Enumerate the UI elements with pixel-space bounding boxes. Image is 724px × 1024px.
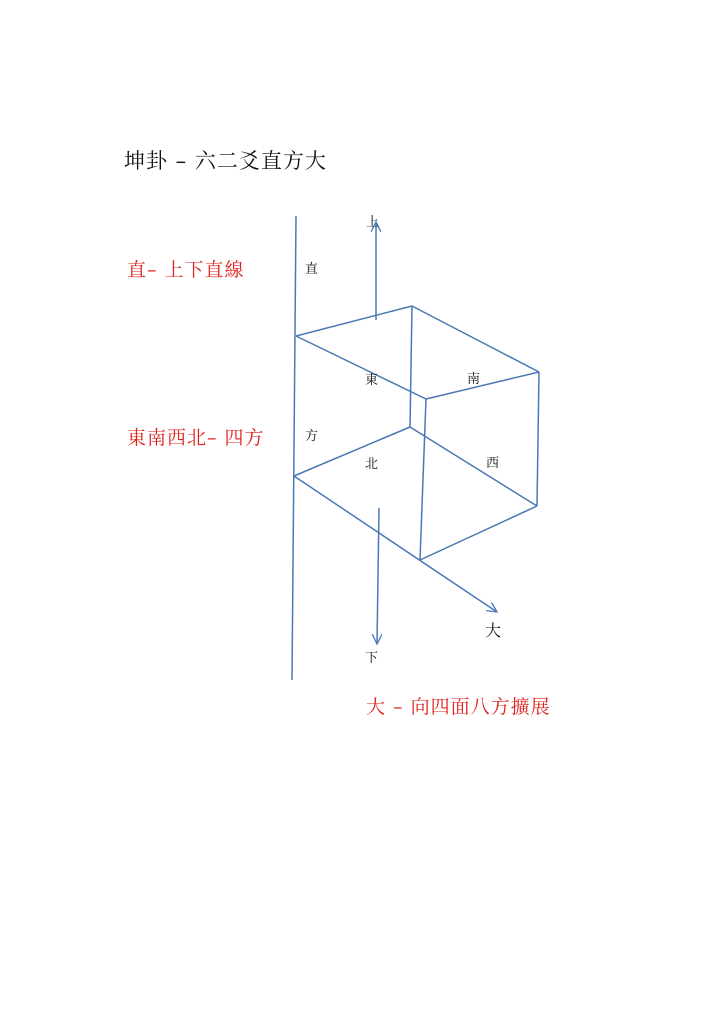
label-north: 北: [365, 457, 379, 472]
cube-front-vertical-edge: [420, 399, 426, 560]
note-vertical: 直– 上下直線: [127, 259, 245, 281]
down-arrow: [377, 508, 379, 644]
page-title: 坤卦 – 六二爻直方大: [124, 149, 327, 173]
top-face-left-edge: [296, 336, 426, 399]
cube-right-vertical-edge: [537, 372, 539, 506]
expand-arrow: [294, 476, 497, 612]
label-east: 東: [365, 373, 379, 388]
bottom-face-front-edge: [420, 506, 537, 560]
top-face-right-edge: [412, 306, 539, 372]
top-face-back-edge: [296, 306, 412, 336]
label-down: 下: [365, 651, 379, 666]
label-south: 南: [467, 372, 481, 387]
note-expand: 大 – 向四面八方擴展: [366, 696, 551, 718]
label-big: 大: [485, 621, 502, 640]
label-west: 西: [486, 456, 500, 471]
label-straight: 直: [305, 262, 319, 277]
label-up: 上: [366, 215, 380, 230]
bottom-face-right-edge: [410, 427, 537, 506]
label-square: 方: [305, 429, 319, 444]
note-directions: 東南西北– 四方: [127, 427, 265, 449]
cube-back-vertical-edge: [410, 306, 412, 427]
top-face-front-edge: [426, 372, 539, 399]
vertical-axis-line: [292, 216, 296, 680]
